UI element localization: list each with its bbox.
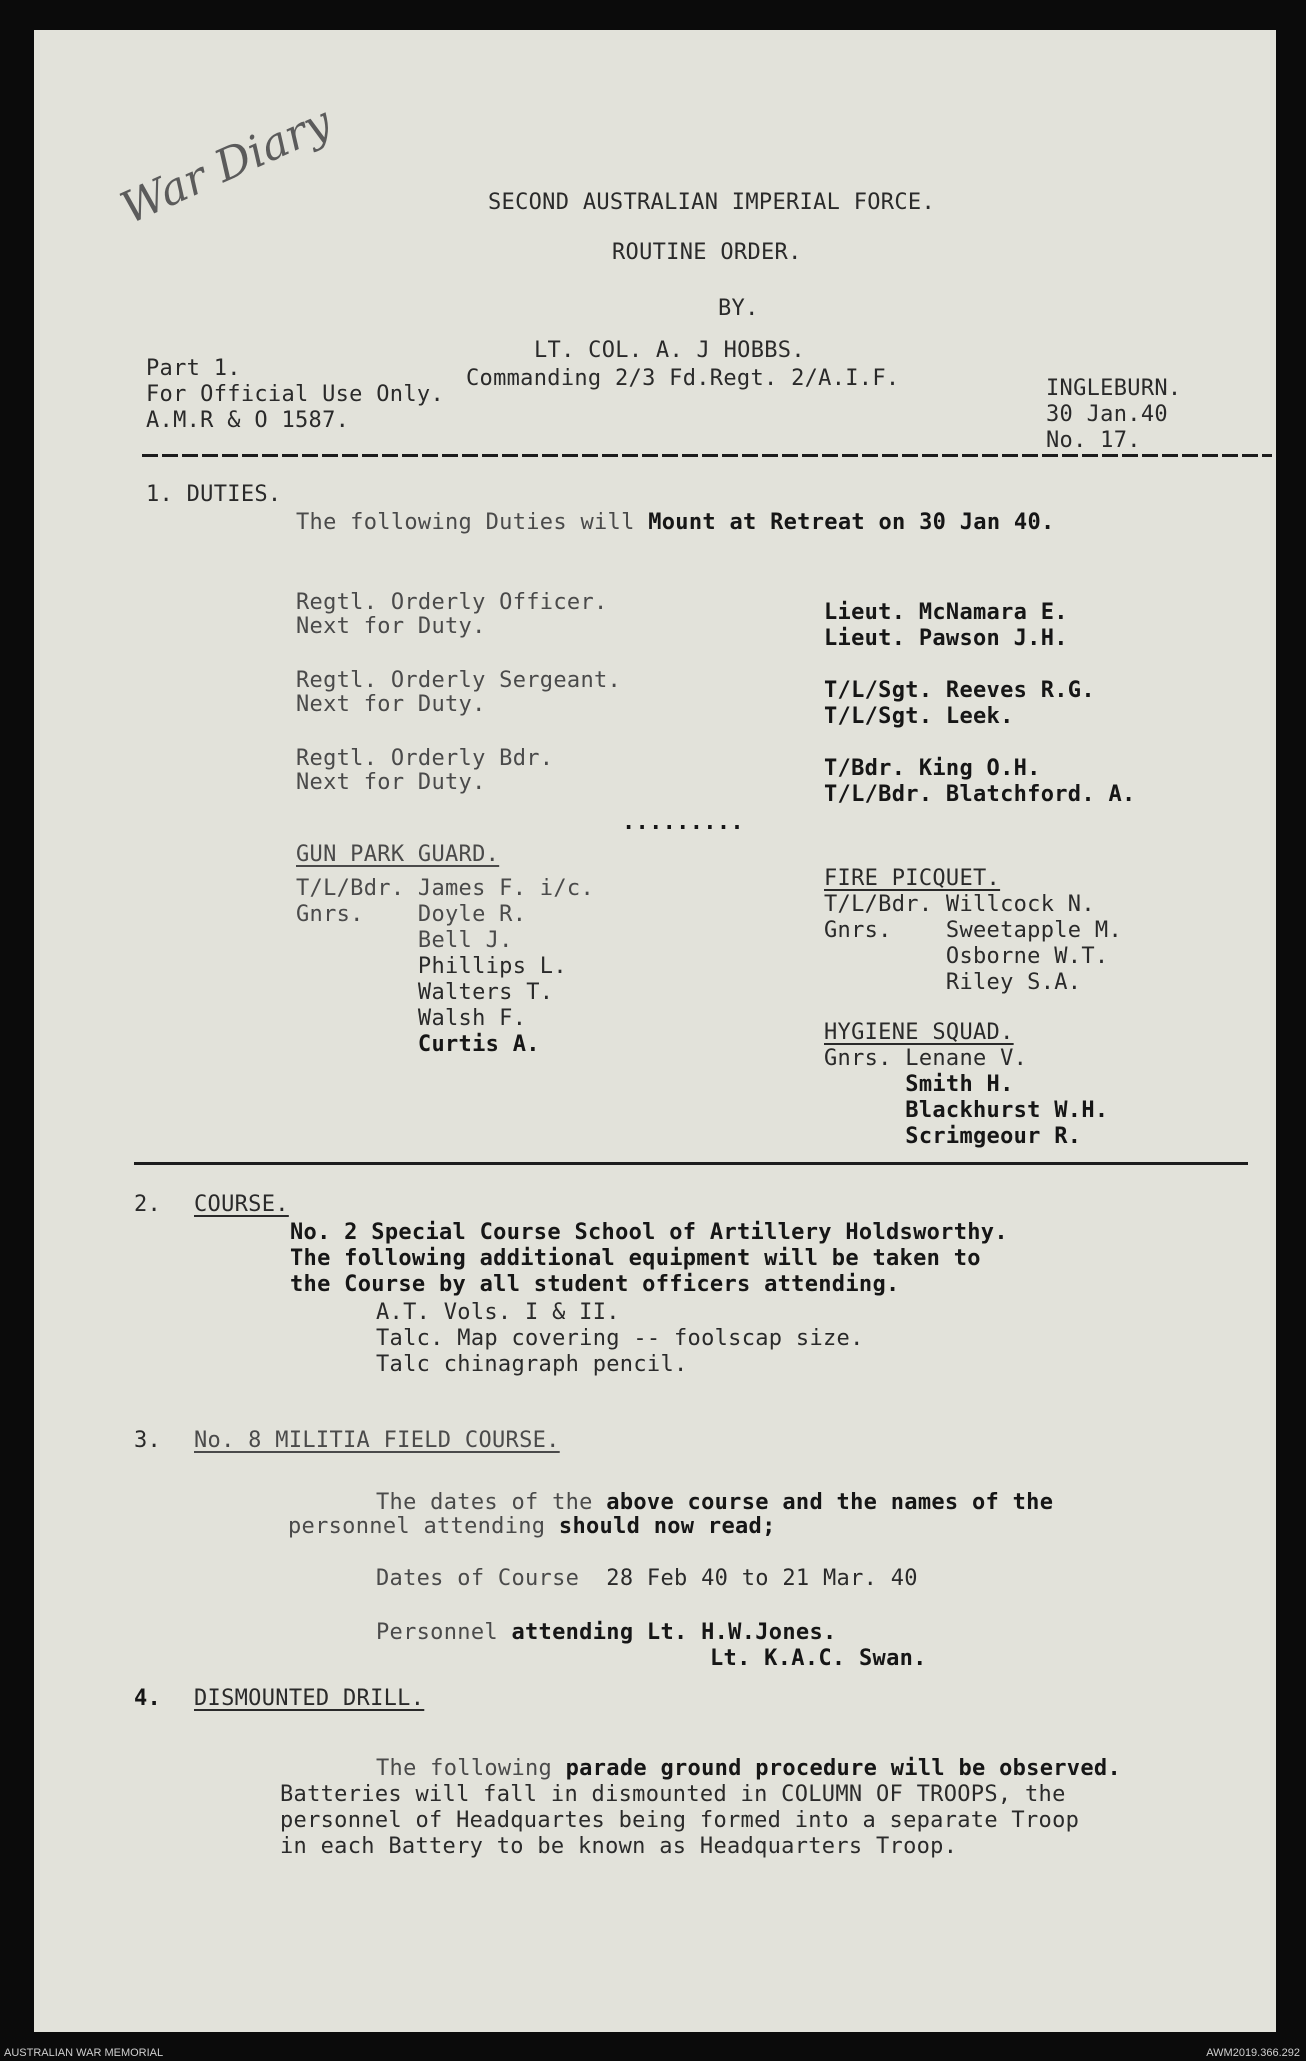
meta-date: 30 Jan.40 (1046, 402, 1168, 427)
duty-role: Regtl. Orderly Sergeant. (296, 668, 622, 693)
meta-place: INGLEBURN. (1046, 376, 1182, 401)
duty-role: Next for Duty. (296, 614, 486, 639)
list-item: Riley S.A. (824, 970, 1082, 995)
course-item: Talc chinagraph pencil. (376, 1352, 688, 1377)
meta-official: For Official Use Only. (146, 382, 444, 407)
militia-line-2-bold: should now read; (558, 1514, 776, 1539)
hygiene-list (824, 1046, 1108, 1150)
list-item: Osborne W.T. (824, 944, 1109, 969)
meta-amr: A.M.R & O 1587. (146, 408, 350, 433)
list-item: Curtis A. (296, 1032, 540, 1057)
list-item: Walsh F. (296, 1006, 527, 1031)
header-officer: LT. COL. A. J HOBBS. (534, 338, 805, 363)
course-items (376, 1300, 864, 1378)
list-item: Phillips L. (296, 954, 567, 979)
list-item: Bell J. (296, 928, 513, 953)
course-body (290, 1220, 1008, 1298)
course-line: No. 2 Special Course School of Artillery Holdsworthy. (290, 1220, 1008, 1245)
list-item: Gnrs. Sweetapple M. (824, 918, 1122, 943)
militia-line-1-plain: The dates of the (376, 1490, 593, 1515)
drill-line-1 (376, 1756, 1121, 1782)
list-item: Scrimgeour R. (824, 1124, 1082, 1149)
militia-personnel-label: Personnel (376, 1620, 498, 1645)
list-item: Gnrs. Lenane V. (824, 1046, 1028, 1071)
drill-line-1-bold: parade ground procedure will be observed. (565, 1756, 1121, 1781)
duties-intro-plain: The following Duties will (296, 510, 635, 535)
militia-line-1 (376, 1490, 1053, 1516)
duties-intro (296, 510, 1055, 536)
gun-park-list (296, 876, 594, 1058)
list-item: Gnrs. Doyle R. (296, 902, 527, 927)
fire-picquet-list (824, 892, 1122, 996)
course-item: Talc. Map covering -- foolscap size. (376, 1326, 864, 1351)
course-line: the Course by all student officers attending. (290, 1272, 900, 1297)
militia-line-1-bold: above course and the names of the (606, 1490, 1054, 1515)
militia-line-2-plain: personnel attending (288, 1514, 546, 1539)
list-item: Blackhurst W.H. (824, 1098, 1109, 1123)
militia-line-2 (288, 1514, 776, 1540)
drill-line-1-plain: The following (376, 1756, 553, 1781)
footer-left: AUSTRALIAN WAR MEMORIAL (4, 2047, 164, 2059)
militia-personnel-first: attending Lt. H.W.Jones. (511, 1620, 837, 1645)
militia-dates-value: 28 Feb 40 to 21 Mar. 40 (606, 1566, 918, 1591)
document-page (34, 30, 1276, 2032)
duties-separator: ......... (622, 810, 744, 835)
header-by: BY. (718, 296, 759, 321)
left-meta (146, 356, 444, 434)
hygiene-heading: HYGIENE SQUAD. (824, 1020, 1014, 1045)
meta-part: Part 1. (146, 356, 241, 381)
course-item: A.T. Vols. I & II. (376, 1300, 620, 1325)
list-item: Smith H. (824, 1072, 1014, 1097)
divider-middle (134, 1162, 1248, 1165)
gun-park-heading: GUN PARK GUARD. (296, 842, 500, 867)
duty-role: Regtl. Orderly Officer. (296, 590, 608, 615)
drill-heading: DISMOUNTED DRILL. (194, 1686, 425, 1711)
militia-dates (376, 1566, 918, 1592)
militia-dates-label: Dates of Course (376, 1566, 580, 1591)
header-command: Commanding 2/3 Fd.Regt. 2/A.I.F. (466, 366, 900, 391)
right-meta (1046, 376, 1181, 454)
meta-number: No. 17. (1046, 428, 1141, 453)
duty-person: T/Bdr. King O.H. (824, 756, 1041, 781)
header-title: SECOND AUSTRALIAN IMPERIAL FORCE. (488, 190, 935, 215)
duty-role: Next for Duty. (296, 770, 486, 795)
duty-person: Lieut. McNamara E. (824, 600, 1068, 625)
course-line: The following additional equipment will be taken to (290, 1246, 981, 1271)
drill-number: 4. (134, 1686, 162, 1711)
duty-person: Lieut. Pawson J.H. (824, 626, 1068, 651)
drill-line: in each Battery to be known as Headquarters Troop. (280, 1834, 958, 1859)
drill-line: personnel of Headquartes being formed into a separate Troop (280, 1808, 1080, 1833)
militia-number: 3. (134, 1428, 162, 1453)
duties-intro-bold: Mount at Retreat on 30 Jan 40. (648, 510, 1055, 535)
duty-person: T/L/Sgt. Reeves R.G. (824, 678, 1095, 703)
duty-role: Next for Duty. (296, 692, 486, 717)
course-number: 2. (134, 1192, 162, 1217)
course-heading: COURSE. (194, 1192, 289, 1217)
list-item: T/L/Bdr. James F. i/c. (296, 876, 594, 901)
duty-person: T/L/Sgt. Leek. (824, 704, 1014, 729)
militia-heading: No. 8 MILITIA FIELD COURSE. (194, 1428, 560, 1453)
duty-role: Regtl. Orderly Bdr. (296, 746, 554, 771)
fire-picquet-heading: FIRE PICQUET. (824, 866, 1001, 891)
divider-top (142, 454, 1272, 457)
militia-personnel (376, 1620, 837, 1646)
list-item: Walters T. (296, 980, 554, 1005)
header-subtitle: ROUTINE ORDER. (612, 240, 802, 265)
drill-body (280, 1782, 1079, 1860)
militia-personnel-second: Lt. K.A.C. Swan. (710, 1646, 927, 1671)
handwritten-annotation: War Diary (113, 96, 339, 235)
duty-person: T/L/Bdr. Blatchford. A. (824, 782, 1136, 807)
footer-right: AWM2019.366.292 (1206, 2047, 1300, 2059)
duties-heading: 1. DUTIES. (146, 482, 282, 507)
list-item: T/L/Bdr. Willcock N. (824, 892, 1095, 917)
drill-line: Batteries will fall in dismounted in COLUMN OF TROOPS, the (280, 1782, 1066, 1807)
